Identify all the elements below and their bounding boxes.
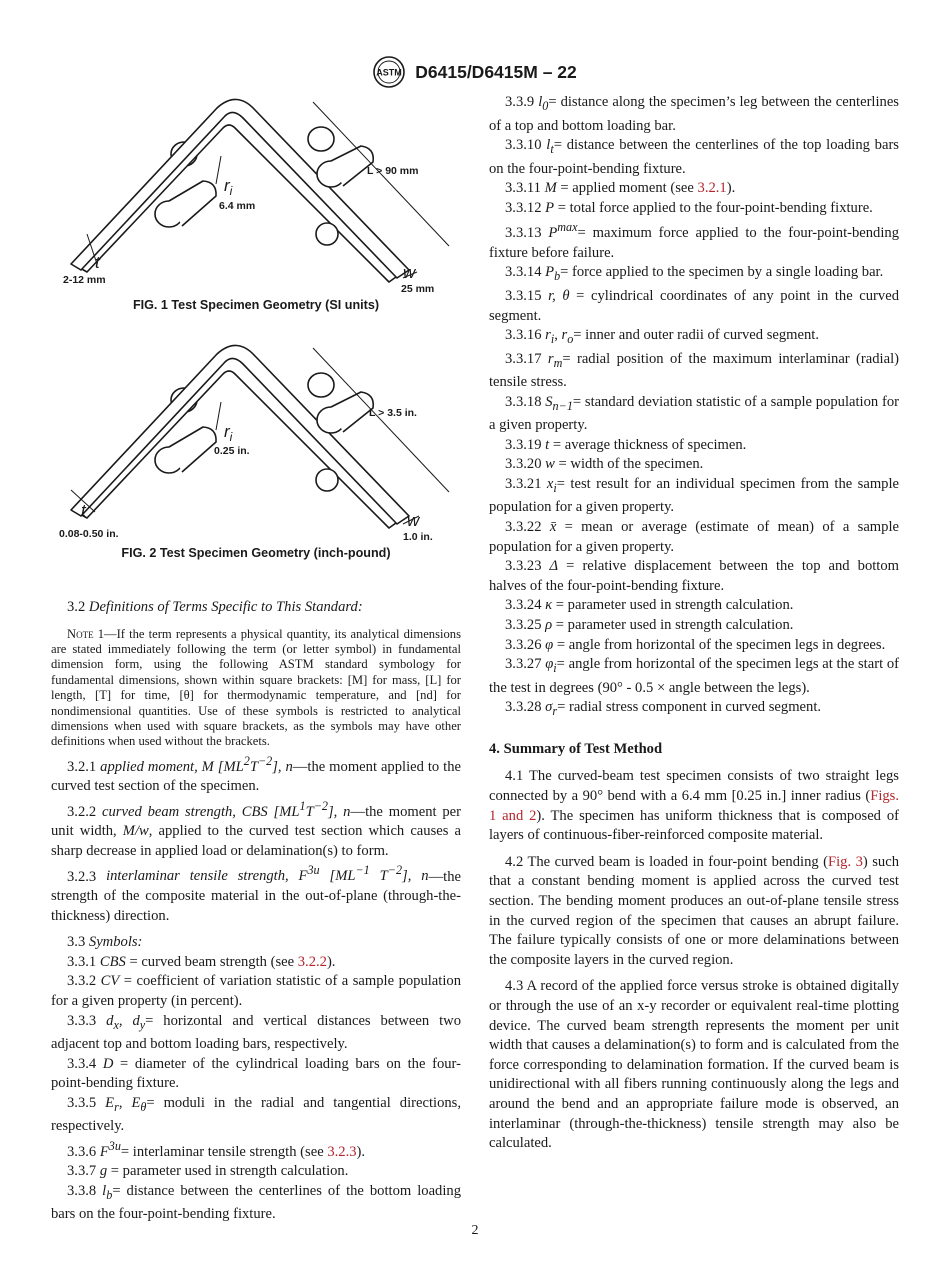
symbol-3-3-21: 3.3.21 $x_i=$ test result for an individual specimen from the sample population for a given property. [489,475,900,516]
symbol-3-3-7: 3.3.7 g = parameter used in strength calculation. [67,1163,349,1180]
figure-2-caption: FIG. 2 Test Specimen Geometry (inch-pound) [121,546,391,560]
fig1-label-ri-value: 6.4 mm [219,200,256,212]
fig1-label-w-value: 25 mm [401,283,435,295]
symbol-3-3-23: 3.3.23 Δ = relative displacement between the top and bottom halves of the four-point-bending fixture. [489,558,900,594]
astm-logo-icon [373,56,405,88]
symbol-3-3-12: 3.3.12 P = total force applied to the four-point-bending fixture. [505,199,873,216]
page-number: 2 [471,1223,479,1238]
fig2-label-t-symbol: t [81,501,86,520]
symbol-3-3-28: 3.3.28 $\sigma_r=$ radial stress component in curved segment. [505,699,822,719]
section-ref-link[interactable]: 3.2.2 [297,953,327,970]
paragraph-4-2: 4.2 The curved beam is loaded in four-point bending (Fig. 3) such that a constant bending moment is applied across the curved test section. The bending moment produces an out-of-plane tensile stress in the curved region of the specimen that causes an abrupt failure. The failure typically consists of one or more delaminations between the composite layers in the curved region. [489,853,899,968]
figure-1-drawing [51,96,461,296]
symbol-3-3-15: 3.3.15 r, θ = cylindrical coordinates of any point in the curved segment. [489,287,899,324]
symbol-3-3-26: 3.3.26 φ = angle from horizontal of the specimen legs in degrees. [505,636,886,653]
fig-3-link[interactable]: Fig. 3 [828,853,863,870]
fig1-label-w-symbol: w [403,263,416,282]
paragraph-4-3: 4.3 A record of the applied force versus stroke is obtained digitally or through the use of an x-y recorder or equivalent real-time plotting device. The curved beam strength represents the moment per unit width that causes a delamination(s) to form and is calculated from the force corresponding to delamination formation. If the curved beam is unidirectional with all fibers running continuously along the legs and around the bend and an appropriate failure mode is observed, an interlaminar (through-the-thickness) tensile strength may also be calculated. [489,978,899,1152]
definition-3-2-3: 3.2.3 interlaminar tensile strength, $F^{3u}$ [$ML^{-1}$ $T^{-2}$], n—the strength of the composite material in the out-of-plane (through-the-thickness) direction. [51,863,461,924]
left-column [51,598,461,1225]
radius-leader [216,156,221,184]
figs-1-2-link[interactable]: Figs. 1 and 2 [489,788,899,824]
fig2-label-w-value: 1.0 in. [403,531,433,543]
document-code: D6415/D6415M – 22 [415,61,577,82]
symbol-3-3-8: 3.3.8 $l_b=$ distance between the centerlines of the bottom loading bars on the four-point-bending fixture. [51,1182,461,1223]
figure-1-caption: FIG. 1 Test Specimen Geometry (SI units) [132,298,380,312]
paragraph-4-1: 4.1 The curved-beam test specimen consists of two straight legs connected by a 90° bend with a 6.4 mm [0.25 in.] inner radius (Figs. 1 and 2). The specimen has uniform thickness that is composed of layers of continuous-fiber-reinforced composite material. [489,768,899,844]
symbol-3-3-5: 3.3.5 $E_r$, $E_\theta=$ moduli in the radial and tangential directions, respectively. [51,1094,461,1135]
fig2-radius-leader [216,402,221,430]
section-3-3-heading: 3.3 Symbols: [67,934,143,951]
fig1-label-ri-symbol: $r_i$ [224,176,233,198]
astm-logo-text: ASTM [376,67,402,78]
right-symbol-list [489,93,899,722]
definition-3-2-1: 3.2.1 applied moment, M $[ML^2T^{-2}]$, n—the moment applied to the curved test section of the specimen. [51,753,461,795]
fig1-label-L: L > 90 mm [367,165,419,177]
fig2-label-w-symbol: w [407,511,420,530]
symbol-3-3-22: 3.3.22 x̄ = mean or average (estimate of mean) of a sample population for a given property. [489,519,899,555]
definition-3-2-2: 3.2.2 curved beam strength, CBS $[ML^1T^{-2}]$, n—the moment per unit width, M/w, applied to the curved test section which causes a sharp decrease in applied load or delamination(s) to form. [51,798,462,859]
fig2-label-ri-value: 0.25 in. [214,445,250,457]
symbol-3-3-13: 3.3.13 $P^{max}=$ maximum force applied to the four-point-bending fixture before failure. [489,220,899,261]
symbol-3-3-27: 3.3.27 $\varphi_i=$ angle from horizontal of the specimen legs at the start of the test in degrees (90° - 0.5 × angle between the legs). [489,656,899,696]
symbol-3-3-4: 3.3.4 D = diameter of the cylindrical loading bars on the four-point-bending fixture. [51,1055,461,1092]
symbol-3-3-3: 3.3.3 $d_x$, $d_y=$ horizontal and vertical distances between two adjacent top and bottom loading bars, respectively. [51,1012,462,1053]
bottom-loading-bar-right [316,223,338,245]
fig1-label-t-value: 2-12 mm [63,274,106,286]
top-loading-bar-right-back [308,127,334,151]
page-header [0,56,950,88]
symbol-3-3-11: 3.3.11 M = applied moment (see 3.2.1). [505,180,736,197]
fig2-label-L: L > 3.5 in. [369,407,417,419]
symbol-3-3-2: 3.3.2 CV = coefficient of variation statistic of a sample population for a given property (in percent). [51,973,461,1009]
symbol-3-3-19: 3.3.19 t = average thickness of specimen. [505,436,747,453]
section-ref-link[interactable]: 3.2.1 [697,180,727,197]
symbol-3-3-1: 3.3.1 CBS = curved beam strength (see 3.2.2). [67,953,336,970]
fig2-label-t-value: 0.08-0.50 in. [59,528,119,540]
symbol-3-3-16: 3.3.16 $r_i$, $r_o=$ inner and outer radii of curved segment. [505,327,819,347]
note-1: Note 1—If the term represents a physical quantity, its analytical dimensions are stated immediately following the term (or letter symbol) in fundamental dimension form, using the following ASTM standard symbology for fundamental dimensions, shown within square brackets: [M] for mass, [L] for length, [T] for time, [θ] for thermodynamic temperature, and [nd] for nondimensional quantities. Use of these symbols is restricted to analytical dimensions when used with square brackets, as the symbols may have other definitions when used without the brackets. [51,626,461,749]
symbol-3-3-9: 3.3.9 $l_0=$ distance along the specimen’s leg between the centerlines of a top and bottom loading bar. [489,94,899,134]
specimen-back-leg [73,103,403,282]
fig2-specimen-back-leg [73,349,403,528]
symbol-3-3-14: 3.3.14 $P_b=$ force applied to the specimen by a single loading bar. [505,264,884,284]
symbol-3-3-24: 3.3.24 κ = parameter used in strength calculation. [505,597,794,614]
symbol-3-3-10: 3.3.10 $l_t=$ distance between the centerlines of the top loading bars on the four-point-bending fixture. [489,137,899,177]
section-ref-link[interactable]: 3.2.3 [327,1143,357,1160]
symbol-3-3-25: 3.3.25 ρ = parameter used in strength calculation. [505,617,794,634]
left-symbol-list [51,953,461,1225]
symbol-3-3-6: 3.3.6 $F^{3u}=$ interlaminar tensile strength (see 3.2.3). [67,1138,366,1160]
section-3-2-heading: 3.2 Definitions of Terms Specific to This Standard: [67,599,363,615]
symbol-3-3-17: 3.3.17 $r_m=$ radial position of the maximum interlaminar (radial) tensile stress. [489,350,899,391]
symbol-3-3-20: 3.3.20 w = width of the specimen. [505,456,704,473]
fig2-top-loading-bar-right-back [308,373,334,397]
symbol-3-3-18: 3.3.18 $S_{n-1}=$ standard deviation statistic of a sample population for a given property. [489,393,899,434]
fig2-bottom-loading-bar-right [316,469,338,491]
figure-2-drawing [51,340,461,545]
right-column [489,93,899,1154]
section-4-heading: 4. Summary of Test Method [489,740,663,757]
fig1-label-t-symbol: t [95,253,100,272]
fig2-label-ri-symbol: $r_i$ [224,422,233,444]
